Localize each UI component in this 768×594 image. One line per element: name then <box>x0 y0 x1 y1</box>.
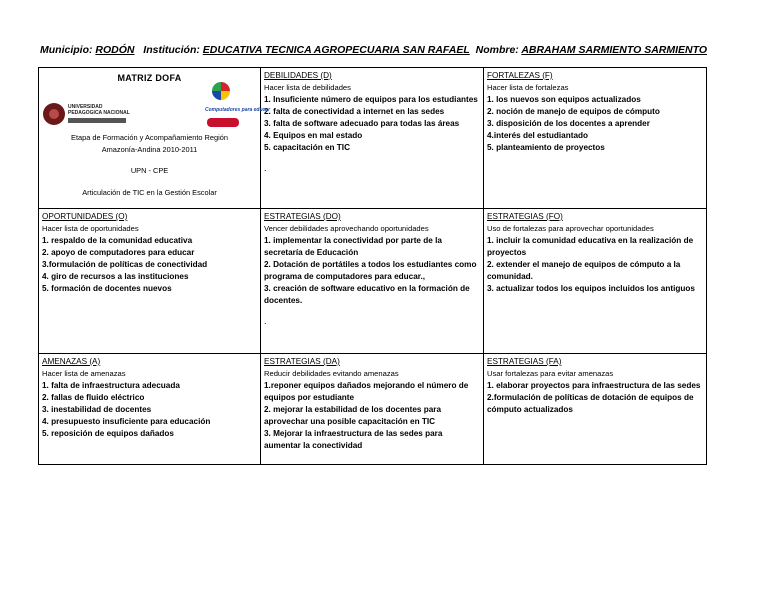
computadores-logo <box>205 82 271 132</box>
list-item: 2. fallas de fluido eléctrico <box>42 393 145 402</box>
region-text: Amazonía-Andina 2010-2011 <box>101 145 198 154</box>
list-item: 2.formulación de políticas de dotación de equipos de cómputo actualizados <box>487 393 694 414</box>
do-cell <box>261 209 484 354</box>
articulacion-text: Articulación de TIC en la Gestión Escolar <box>82 188 217 197</box>
fo-title: ESTRATEGIAS (FO) <box>487 212 563 221</box>
debilidades-cell <box>261 68 484 209</box>
list-item: 1.reponer equipos dañados mejorando el número de equipos por estudiante <box>264 381 469 402</box>
list-item: 2. falta de conectividad a internet en las sedes <box>264 107 445 116</box>
list-item: 4. presupuesto insuficiente para educación <box>42 417 211 426</box>
fo-cell <box>484 209 707 354</box>
list-item: 3. disposición de los docentes a aprender <box>487 119 650 128</box>
trailing-dot: . <box>264 316 267 326</box>
amenazas-subtitle: Hacer lista de amenazas <box>42 369 126 378</box>
list-item: 4.interés del estudiantado <box>487 131 589 140</box>
fortalezas-title: FORTALEZAS (F) <box>487 71 553 80</box>
fa-title: ESTRATEGIAS (FA) <box>487 357 562 366</box>
amenazas-cell <box>39 354 261 465</box>
upn-logo-text: UNIVERSIDAD PEDAGOGICA NACIONAL <box>68 104 130 116</box>
list-item: 2. noción de manejo de equipos de cómputo <box>487 107 660 116</box>
institucion-value: EDUCATIVA TECNICA AGROPECUARIA SAN RAFAEL <box>202 44 470 56</box>
list-item: 1. los nuevos son equipos actualizados <box>487 95 641 104</box>
list-item: 3.formulación de políticas de conectividad <box>42 260 208 269</box>
do-subtitle: Vencer debilidades aprovechando oportunidades <box>264 224 429 233</box>
fortalezas-subtitle: Hacer lista de fortalezas <box>487 83 569 92</box>
document-header <box>40 44 707 56</box>
list-item: 3. actualizar todos los equipos incluidos los antiguos <box>487 284 695 293</box>
list-item: 2. apoyo de computadores para educar <box>42 248 195 257</box>
oportunidades-title: OPORTUNIDADES (O) <box>42 212 128 221</box>
matrix-title: MATRIZ DOFA <box>117 73 182 83</box>
oportunidades-cell <box>39 209 261 354</box>
list-item: 5. planteamiento de proyectos <box>487 143 605 152</box>
list-item: 1. elaborar proyectos para infraestructura de las sedes <box>487 381 701 390</box>
list-item: 1. Insuficiente número de equipos para los estudiantes <box>264 95 478 104</box>
nombre-label: Nombre: <box>475 44 519 56</box>
list-item: 2. mejorar la estabilidad de los docentes para aprovechar una posible capacitación en TIC <box>264 405 442 426</box>
list-item: 3. falta de software adecuado para todas las áreas <box>264 119 460 128</box>
list-item: 4. giro de recursos a las instituciones <box>42 272 189 281</box>
dofa-table <box>38 67 707 465</box>
list-item: 3. creación de software educativo en la formación de docentes. <box>264 284 470 305</box>
list-item: 5. reposición de equipos dañados <box>42 429 174 438</box>
computadores-logo-text: Computadores para educar <box>205 107 271 113</box>
institucion-label: Institución: <box>143 44 200 56</box>
debilidades-title: DEBILIDADES (D) <box>264 71 332 80</box>
fo-subtitle: Uso de fortalezas para aprovechar oportunidades <box>487 224 654 233</box>
list-item: 2. extender el manejo de equipos de cómputo a la comunidad. <box>487 260 681 281</box>
upn-logo <box>43 102 131 128</box>
debilidades-subtitle: Hacer lista de debilidades <box>264 83 351 92</box>
da-subtitle: Reducir debilidades evitando amenazas <box>264 369 399 378</box>
do-title: ESTRATEGIAS (DO) <box>264 212 341 221</box>
list-item: 4. Equipos en mal estado <box>264 131 363 140</box>
matrix-cell <box>39 68 271 209</box>
etapa-text: Etapa de Formación y Acompañamiento Región <box>71 133 228 142</box>
list-item: 3. Mejorar la infraestructura de las sedes para aumentar la conectividad <box>264 429 443 450</box>
list-item: 1. implementar la conectividad por parte de la secretaría de Educación <box>264 236 442 257</box>
list-item: 1. falta de infraestructura adecuada <box>42 381 180 390</box>
list-item: 1. respaldo de la comunidad educativa <box>42 236 193 245</box>
fa-cell <box>484 354 707 465</box>
amenazas-title: AMENAZAS (A) <box>42 357 101 366</box>
fortalezas-cell <box>484 68 707 209</box>
list-item: 5. formación de docentes nuevos <box>42 284 172 293</box>
upn-cpe-text: UPN - CPE <box>130 166 169 175</box>
list-item: 3. inestabilidad de docentes <box>42 405 152 414</box>
list-item: 2. Dotación de portátiles a todos los estudiantes como programa de computadores para educar., <box>264 260 477 281</box>
list-item: 1. incluir la comunidad educativa en la realización de proyectos <box>487 236 694 257</box>
da-cell <box>261 354 484 465</box>
trailing-dot: . <box>264 163 267 173</box>
list-item: 5. capacitación en TIC <box>264 143 350 152</box>
municipio-value: RODÓN <box>95 44 135 56</box>
nombre-value: ABRAHAM SARMIENTO SARMIENTO <box>521 44 708 56</box>
municipio-label: Municipio: <box>40 44 93 56</box>
da-title: ESTRATEGIAS (DA) <box>264 357 340 366</box>
oportunidades-subtitle: Hacer lista de oportunidades <box>42 224 139 233</box>
fa-subtitle: Usar fortalezas para evitar amenazas <box>487 369 614 378</box>
